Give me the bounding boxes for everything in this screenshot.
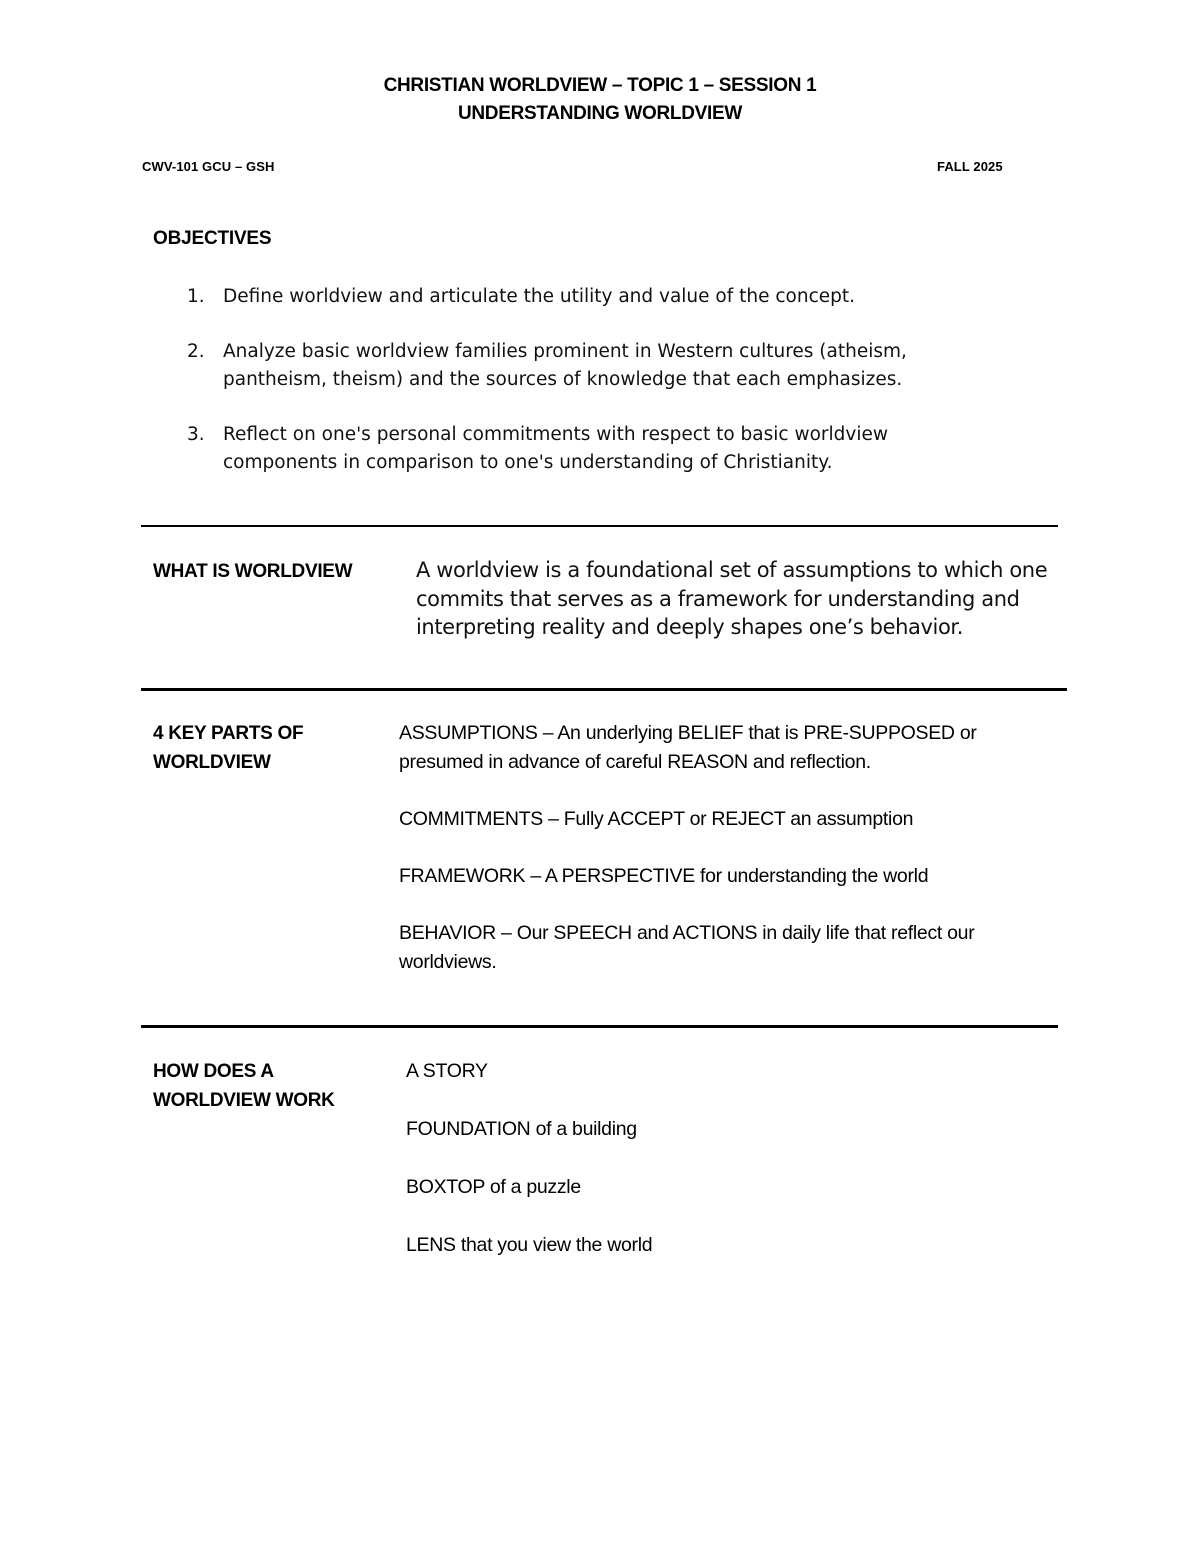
key-parts-label: 4 KEY PARTS OF WORLDVIEW bbox=[153, 723, 304, 773]
section-divider bbox=[141, 688, 1067, 691]
analogy-boxtop: BOXTOP of a puzzle bbox=[406, 1176, 581, 1198]
objective-item bbox=[187, 421, 967, 477]
document-subtitle: UNDERSTANDING WORLDVIEW bbox=[457, 103, 743, 124]
section-divider bbox=[141, 1025, 1058, 1028]
objective-number: 2. bbox=[187, 341, 205, 362]
what-is-worldview-label: WHAT IS WORLDVIEW bbox=[153, 561, 353, 582]
objective-number: 3. bbox=[187, 424, 205, 445]
analogy-lens: LENS that you view the world bbox=[406, 1234, 653, 1256]
key-part-commitments: COMMITMENTS – Fully ACCEPT or REJECT an assumption bbox=[399, 808, 914, 830]
worldview-analogies-list bbox=[406, 1057, 1006, 1289]
key-parts-list bbox=[399, 719, 1059, 1005]
analogy-story: A STORY bbox=[406, 1060, 488, 1082]
objective-text: Analyze basic worldview families prominent in Western cultures (atheism, pantheism, theism) and the sources of knowledge that each emphasizes. bbox=[223, 341, 907, 390]
objective-item bbox=[187, 338, 967, 394]
objective-text: Define worldview and articulate the utility and value of the concept. bbox=[223, 286, 856, 307]
term-label: FALL 2025 bbox=[937, 159, 1003, 174]
key-part-behavior: BEHAVIOR – Our SPEECH and ACTIONS in daily life that reflect our worldviews. bbox=[399, 922, 975, 973]
objective-text: Reflect on one's personal commitments with respect to basic worldview components in comparison to one's understanding of Christianity. bbox=[223, 424, 888, 473]
objectives-heading: OBJECTIVES bbox=[153, 228, 272, 249]
objective-item bbox=[187, 283, 967, 311]
analogy-foundation: FOUNDATION of a building bbox=[406, 1118, 637, 1140]
how-worldview-works-label: HOW DOES A WORLDVIEW WORK bbox=[153, 1061, 335, 1111]
key-part-framework: FRAMEWORK – A PERSPECTIVE for understanding the world bbox=[399, 865, 929, 887]
objectives-list bbox=[187, 283, 967, 504]
worldview-definition: A worldview is a foundational set of assumptions to which one commits that serves as a framework for understanding and interpreting reality and deeply shapes one’s behavior. bbox=[416, 558, 1048, 639]
objective-number: 1. bbox=[187, 286, 205, 307]
course-code: CWV-101 GCU – GSH bbox=[142, 159, 275, 174]
section-divider bbox=[141, 525, 1058, 527]
document-title: CHRISTIAN WORLDVIEW – TOPIC 1 – SESSION 1 bbox=[383, 75, 817, 96]
key-part-assumptions: ASSUMPTIONS – An underlying BELIEF that is PRE-SUPPOSED or presumed in advance of careful REASON and reflection. bbox=[399, 722, 977, 773]
